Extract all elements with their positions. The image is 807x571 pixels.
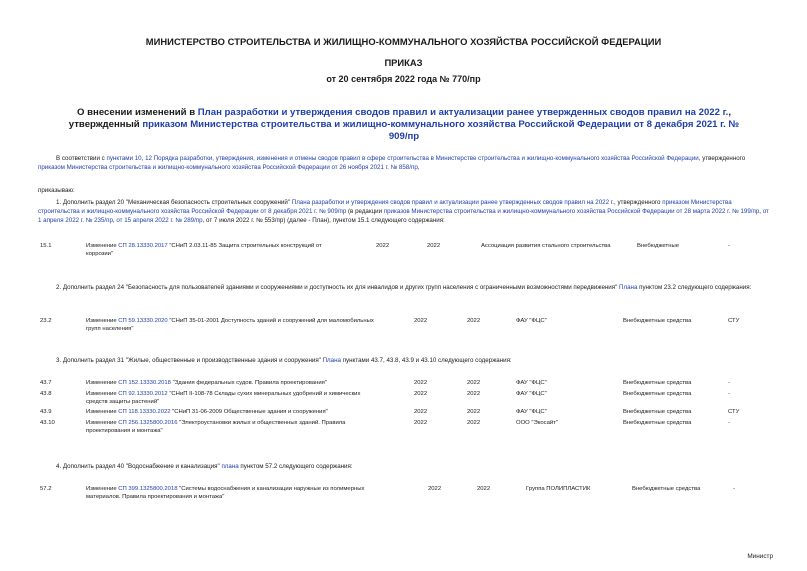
link-order-289[interactable]: от 15 апреля 2022 г. № 289/пр <box>116 217 203 225</box>
text: , <box>417 164 420 172</box>
text: Изменение <box>86 380 119 386</box>
text: , <box>759 208 763 216</box>
extra-column: - <box>728 380 730 386</box>
extra-column: СТУ <box>728 318 740 324</box>
year-end: 2022 <box>467 409 481 415</box>
extra-column: - <box>733 486 735 492</box>
text: , от 7 июля 2022 г. № 553/пр) (далее - План), пунктом 15.1 следующего содержания: <box>202 217 445 225</box>
link-plan[interactable]: Плана <box>322 357 341 364</box>
item-2-paragraph <box>38 283 768 292</box>
row-number: 43.7 <box>40 380 52 386</box>
row-description <box>86 390 406 406</box>
text: Изменение <box>86 420 119 426</box>
text: , утвержденного <box>614 199 663 206</box>
organization: ООО "Экосайт" <box>516 420 558 426</box>
organization: ФАУ "ФЦС" <box>516 318 547 324</box>
year-end: 2022 <box>467 380 481 386</box>
text: , <box>112 217 117 225</box>
sp-link[interactable]: СП 118.13330.2022 <box>118 409 171 415</box>
text: материалов. Правила проектирования и монтажа" <box>86 494 225 500</box>
year-start: 2022 <box>414 318 428 324</box>
text: "СНиП 35-01-2001 Доступность зданий и сооружений для маломобильных <box>167 318 374 324</box>
link-points-10[interactable]: пунктами 10 <box>106 155 142 162</box>
funding-source: Внебюджетные средства <box>632 486 701 492</box>
extra-column: СТУ <box>728 409 740 415</box>
item-1-paragraph <box>38 198 772 226</box>
funding-source: Внебюджетные средства <box>623 409 692 415</box>
text: "Электроустановки жилых и общественных зданий. Правила <box>177 420 346 426</box>
title-link-plan[interactable]: План разработки и утверждения сводов правил и актуализации ранее утвержденных сводов правил на 2022 г. <box>197 107 729 118</box>
item-3-paragraph <box>38 356 772 365</box>
title-link-ministry[interactable]: Министерства строительства и жилищно-коммунального хозяйства Российской Федерации от 8 декабря 2021 г. № 909/пр <box>190 119 740 142</box>
link-plan[interactable]: Плана <box>619 284 638 291</box>
text: пунктом 23.2 следующего содержания: <box>637 284 752 291</box>
organization: ФАУ "ФЦС" <box>516 409 547 415</box>
text: "Системы водоснабжения и канализации наружные из полимерных <box>177 486 365 492</box>
year-start: 2022 <box>414 391 428 397</box>
row-number: 43.10 <box>40 420 55 426</box>
text: "СНиП II-108-78 Склады сухих минеральных удобрений и химических <box>167 391 361 397</box>
signature-title: Министр <box>747 553 773 560</box>
extra-column: - <box>728 391 730 397</box>
organization: ФАУ "ФЦС" <box>516 380 547 386</box>
prikazyvayu-line: приказываю: <box>38 187 75 194</box>
year-end: 2022 <box>467 391 481 397</box>
text: Изменение <box>86 318 119 324</box>
text: коррозии" <box>86 251 114 257</box>
text: (в редакции <box>346 208 384 216</box>
preamble-paragraph <box>38 154 772 172</box>
text: Изменение <box>86 486 119 492</box>
year-start: 2022 <box>428 486 442 492</box>
funding-source: Внебюджетные средства <box>623 380 692 386</box>
text: 1. Дополнить раздел 20 "Механическая безопасность строительных сооружений" <box>56 199 292 206</box>
link-order-235[interactable]: от 1 апреля 2022 г. № 235/пр <box>38 208 769 225</box>
document-title <box>60 107 748 143</box>
text: , <box>141 155 146 162</box>
row-description <box>86 242 356 258</box>
sp-link[interactable]: СП 399.1325800.2018 <box>118 486 178 492</box>
year-start: 2022 <box>376 243 390 249</box>
link-plan[interactable]: плана <box>221 463 239 470</box>
title-link-order[interactable]: приказом <box>142 119 188 130</box>
text: 3. Дополнить раздел 31 "Жилые, общественные и производственные здания и сооружения" <box>56 357 323 364</box>
year-start: 2022 <box>414 420 428 426</box>
organization: ФАУ "ФЦС" <box>516 391 547 397</box>
text: средств защиты растений" <box>86 399 160 405</box>
organization: Группа ПОЛИПЛАСТИК <box>526 486 591 492</box>
funding-source: Внебюджетные <box>637 243 679 249</box>
link-order-909[interactable]: приказом Министерства строительства и жилищно-коммунального хозяйства Российской Федерации от 8 декабря 2021 г. № 909/пр <box>38 199 732 216</box>
row-number: 23.2 <box>40 318 52 324</box>
ministry-heading: МИНИСТЕРСТВО СТРОИТЕЛЬСТВА И ЖИЛИЩНО-КОММУНАЛЬНОГО ХОЗЯЙСТВА РОССИЙСКОЙ ФЕДЕРАЦИИ <box>145 36 662 47</box>
text: В соответствии с <box>56 155 107 162</box>
document-type: ПРИКАЗ <box>384 57 423 68</box>
row-description <box>86 419 406 435</box>
text: "СНиП 31-06-2009 Общественные здания и сооружения" <box>170 409 328 415</box>
extra-column: - <box>728 420 730 426</box>
row-number: 43.9 <box>40 409 52 415</box>
text: Изменение <box>86 391 119 397</box>
sp-link[interactable]: СП 92.13330.2012 <box>118 391 168 397</box>
text: 2. Дополнить раздел 24 "Безопасность для пользователей зданиями и сооружениями и доступность их для инвалидов и других групп населения с ограниченными возможностями передвижения" <box>56 284 620 291</box>
row-number: 43.8 <box>40 391 52 397</box>
text: 4. Дополнить раздел 40 "Водоснабжение и канализация" <box>56 463 222 470</box>
text: пунктом 57.2 следующего содержания: <box>238 463 353 470</box>
link-order-858[interactable]: приказом Министерства строительства и жилищно-коммунального хозяйства Российской Федерации от 26 ноября 2021 г. № 858/пр <box>38 164 418 172</box>
row-number: 15.1 <box>40 243 52 249</box>
row-number: 57.2 <box>40 486 52 492</box>
item-4-paragraph <box>38 462 772 471</box>
sp-link[interactable]: СП 152.13330.2018 <box>118 380 171 386</box>
organization: Ассоциация развития стального строительства <box>481 243 611 249</box>
year-end: 2022 <box>477 486 491 492</box>
funding-source: Внебюджетные средства <box>623 318 692 324</box>
title-text: О внесении изменений в <box>77 107 198 118</box>
year-start: 2022 <box>414 380 428 386</box>
row-description <box>86 379 406 387</box>
link-plan[interactable]: Плана разработки и утверждения сводов правил и актуализации ранее утвержденных сводов правил на 2022 г. <box>291 199 614 206</box>
funding-source: Внебюджетные средства <box>623 391 692 397</box>
text: , утвержденного <box>698 155 746 162</box>
link-order-199[interactable]: приказов Министерства строительства и жилищно-коммунального хозяйства Российской Федерации от 28 марта 2022 г. № 199/пр <box>383 208 760 216</box>
text: "Здания федеральных судов. Правила проектирования" <box>170 380 327 386</box>
title-text: , утвержденный <box>68 107 731 130</box>
text: Изменение <box>86 409 119 415</box>
text: пунктами 43.7, 43.8, 43.9 и 43.10 следующего содержания: <box>340 357 512 364</box>
sp-link[interactable]: СП 59.13330.2020 <box>118 318 168 324</box>
text: "СНиП 2.03.11-85 Защита строительных конструкций от <box>167 243 322 249</box>
document-date: от 20 сентября 2022 года № 770/пр <box>326 74 481 84</box>
sp-link[interactable]: СП 256.1325800.2016 <box>118 420 178 426</box>
year-end: 2022 <box>467 420 481 426</box>
text: групп населения" <box>86 326 134 332</box>
row-description <box>86 485 416 501</box>
link-procedure[interactable]: 12 Порядка разработки, утверждения, изменения и отмены сводов правил в сфере строительства в Министерстве строительства и жилищно-коммунального хозяйства Российской Федерации <box>145 155 699 162</box>
row-description <box>86 408 406 416</box>
extra-column: - <box>728 243 730 249</box>
text: Изменение <box>86 243 119 249</box>
year-end: 2022 <box>427 243 441 249</box>
sp-link[interactable]: СП 28.13330.2017 <box>118 243 168 249</box>
year-end: 2022 <box>467 318 481 324</box>
year-start: 2022 <box>414 409 428 415</box>
text: проектирования и монтажа" <box>86 428 163 434</box>
funding-source: Внебюджетные средства <box>623 420 692 426</box>
row-description <box>86 317 406 333</box>
